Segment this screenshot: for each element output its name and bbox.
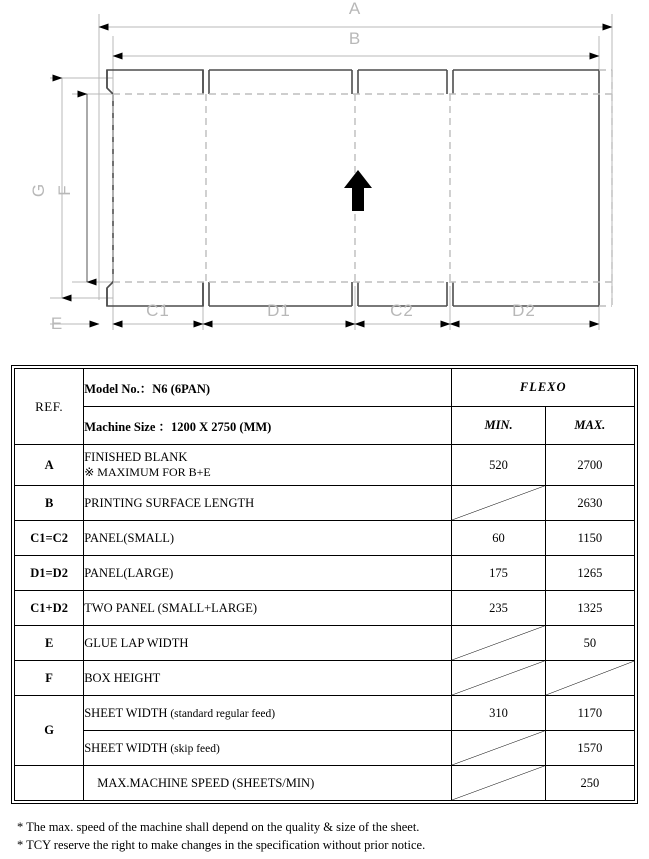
row-description xyxy=(84,731,452,766)
row-max-value: 1265 xyxy=(545,556,634,591)
table-row xyxy=(15,626,635,661)
row-ref-g: G xyxy=(15,696,84,766)
table-row xyxy=(15,696,635,731)
machine-size-cell: Machine Size ：1200 X 2750 (MM) xyxy=(84,407,452,445)
table-row xyxy=(15,766,635,801)
na-slash-icon xyxy=(452,731,544,765)
table-row xyxy=(15,486,635,521)
row-max-value: 250 xyxy=(545,766,634,801)
row-min-value xyxy=(452,661,545,696)
row-ref: D1=D2 xyxy=(15,556,84,591)
row-min-value xyxy=(452,486,545,521)
row-max-value: 1150 xyxy=(545,521,634,556)
row-description: TWO PANEL (SMALL+LARGE) xyxy=(84,591,452,626)
glue-lap-top-outline xyxy=(107,70,203,94)
row-min-value xyxy=(452,626,545,661)
flexo-header-cell: FLEXO xyxy=(452,369,635,407)
row-description-main: SHEET WIDTH xyxy=(84,740,168,755)
row-max-value: 2630 xyxy=(545,486,634,521)
na-slash-icon xyxy=(452,766,544,800)
row-min-value xyxy=(452,766,545,801)
table-header-row-model xyxy=(15,369,635,407)
row-description-line2: ※ MAXIMUM FOR B+E xyxy=(84,465,211,479)
row-min-value xyxy=(452,731,545,766)
row-ref xyxy=(15,766,84,801)
dim-label-a: A xyxy=(348,0,362,18)
feed-direction-arrow xyxy=(344,170,372,211)
row-min-value: 310 xyxy=(452,696,545,731)
row-ref: F xyxy=(15,661,84,696)
min-header-cell: MIN. xyxy=(452,407,545,445)
na-slash-icon xyxy=(452,661,544,695)
row-description-sub: (skip feed) xyxy=(167,742,220,755)
row-min-value: 520 xyxy=(452,445,545,486)
row-description: GLUE LAP WIDTH xyxy=(84,626,452,661)
row-max-value xyxy=(545,661,634,696)
na-slash-icon xyxy=(452,486,544,520)
row-description: PANEL(LARGE) xyxy=(84,556,452,591)
dim-label-d1: D1 xyxy=(267,301,291,320)
model-no-cell: Model No.：N6 (6PAN) xyxy=(84,369,452,407)
footnotes xyxy=(17,818,637,854)
table-row xyxy=(15,591,635,626)
dim-label-c1: C1 xyxy=(146,301,170,320)
row-ref: C1=C2 xyxy=(15,521,84,556)
blank-bottom-slots xyxy=(203,282,453,306)
row-max-value: 1570 xyxy=(545,731,634,766)
dim-label-c2: C2 xyxy=(390,301,414,320)
row-description xyxy=(84,445,452,486)
table-row xyxy=(15,521,635,556)
table-row xyxy=(15,556,635,591)
row-max-value: 50 xyxy=(545,626,634,661)
blank-top-edges xyxy=(209,70,599,306)
na-slash-icon xyxy=(452,626,544,660)
ref-header-cell xyxy=(15,369,84,445)
max-header-cell: MAX. xyxy=(545,407,634,445)
row-description-main: SHEET WIDTH xyxy=(84,705,168,720)
row-ref: C1+D2 xyxy=(15,591,84,626)
specification-table xyxy=(14,368,635,801)
row-min-value: 175 xyxy=(452,556,545,591)
row-description-line1: FINISHED BLANK xyxy=(84,450,188,464)
row-min-value: 60 xyxy=(452,521,545,556)
ref-header-label: REF. xyxy=(35,398,64,414)
dim-label-e: E xyxy=(50,314,64,333)
row-description-sub: (standard regular feed) xyxy=(167,707,276,720)
row-ref: E xyxy=(15,626,84,661)
row-max-value: 2700 xyxy=(545,445,634,486)
row-description xyxy=(84,696,452,731)
row-min-value: 235 xyxy=(452,591,545,626)
row-description: PANEL(SMALL) xyxy=(84,521,452,556)
footnote-1: * The max. speed of the machine shall depend on the quality & size of the sheet. xyxy=(17,820,420,834)
table-header-row-size xyxy=(15,407,635,445)
row-ref: B xyxy=(15,486,84,521)
footnote-2: * TCY reserve the right to make changes in the specification without prior notice. xyxy=(17,838,426,852)
dim-label-f: F xyxy=(55,184,74,196)
row-description: PRINTING SURFACE LENGTH xyxy=(84,486,452,521)
table-row xyxy=(15,445,635,486)
dim-label-b: B xyxy=(348,29,362,48)
blank-top-slots xyxy=(203,70,453,94)
row-max-value: 1325 xyxy=(545,591,634,626)
table-row xyxy=(15,731,635,766)
specification-table-wrap xyxy=(14,368,635,801)
row-max-value: 1170 xyxy=(545,696,634,731)
table-row xyxy=(15,661,635,696)
row-description: BOX HEIGHT xyxy=(84,661,452,696)
row-description: MAX.MACHINE SPEED (SHEETS/MIN) xyxy=(84,766,452,801)
dim-label-g: G xyxy=(29,182,48,198)
na-slash-icon xyxy=(546,661,634,695)
row-ref: A xyxy=(15,445,84,486)
dim-label-d2: D2 xyxy=(512,301,536,320)
box-blank-diagram xyxy=(0,0,649,352)
